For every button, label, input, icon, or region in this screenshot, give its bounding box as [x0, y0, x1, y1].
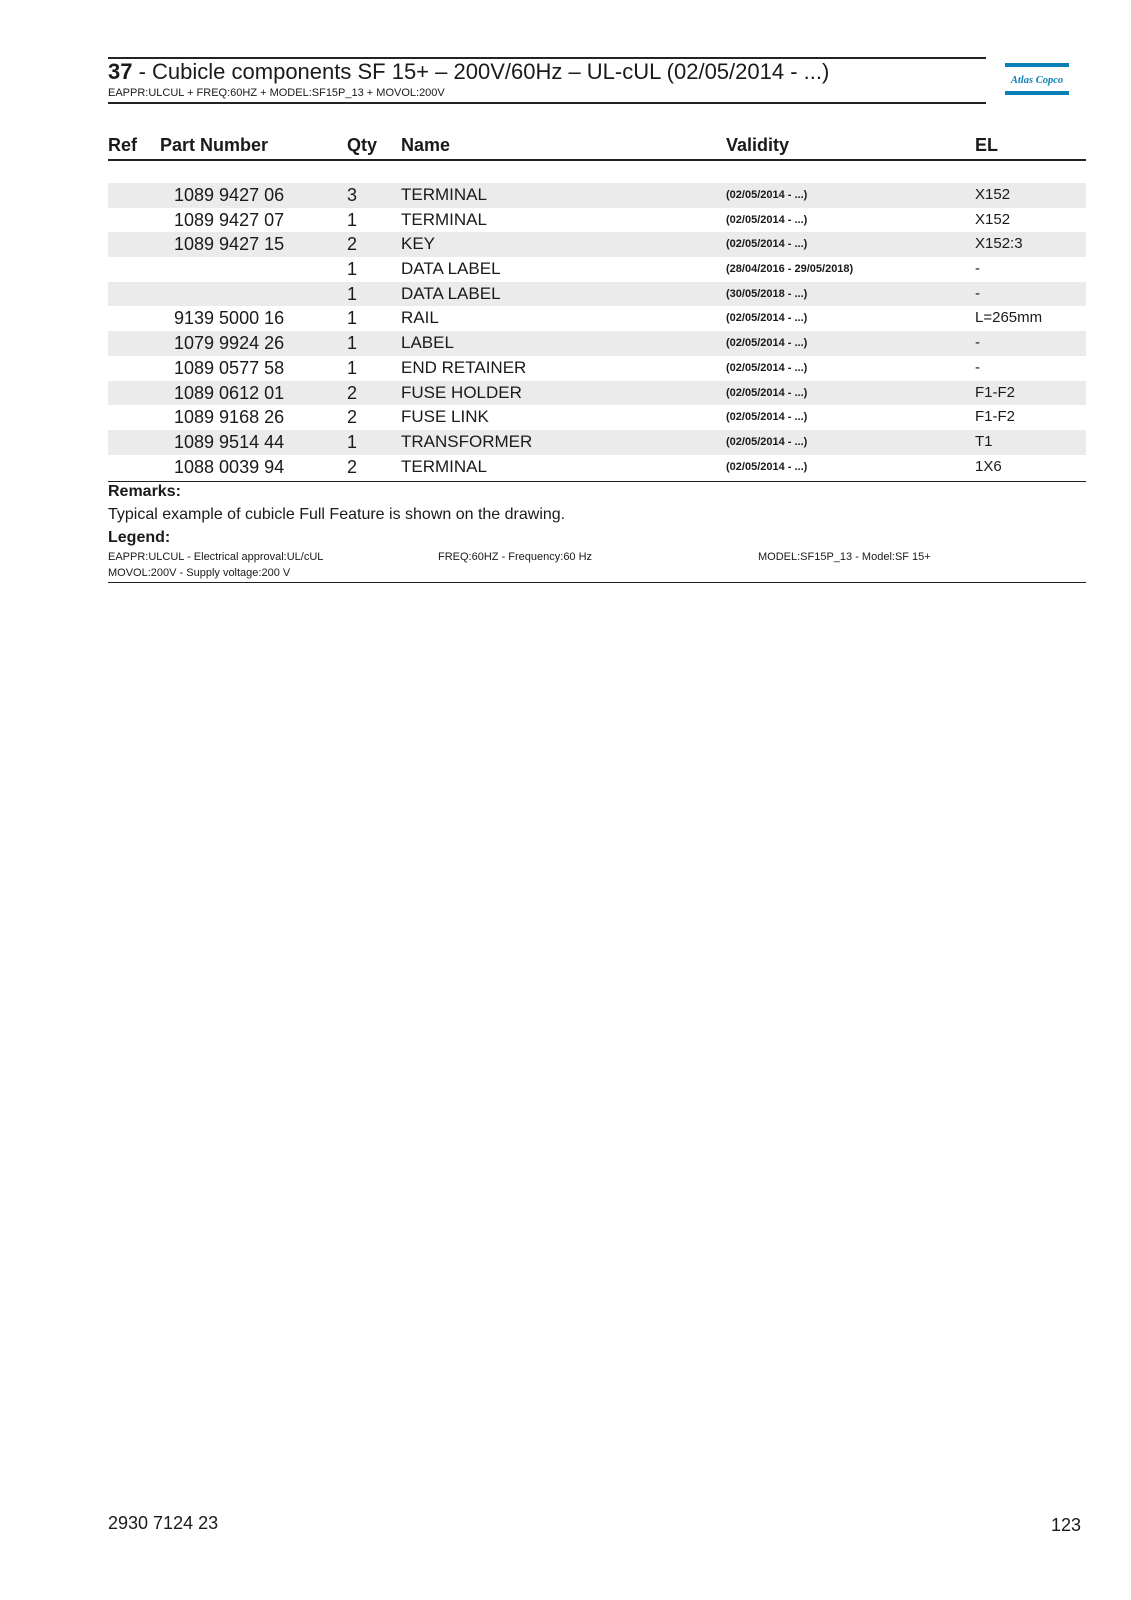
- table-row: [108, 232, 1086, 257]
- part-name: DATA LABEL: [401, 259, 501, 279]
- col-validity: Validity: [726, 135, 790, 155]
- el-code: T1: [975, 432, 993, 450]
- table-row: [108, 183, 1086, 208]
- validity: (02/05/2014 - ...): [726, 189, 808, 201]
- validity: (02/05/2014 - ...): [726, 312, 808, 325]
- table-row: [108, 257, 1086, 282]
- legend-item: MODEL:SF15P_13 - Model:SF 15+: [758, 551, 931, 563]
- part-name: END RETAINER: [401, 357, 527, 377]
- table-row: [108, 430, 1086, 455]
- el-code: -: [975, 260, 980, 278]
- page-title: [108, 58, 829, 85]
- validity: (02/05/2014 - ...): [726, 213, 808, 226]
- document-number: 2930 7124 23: [108, 1513, 219, 1533]
- el-code: X152:3: [975, 235, 1023, 253]
- quantity: 1: [347, 209, 358, 230]
- legend-item: MOVOL:200V - Supply voltage:200 V: [108, 567, 291, 579]
- part-name: LABEL: [401, 333, 454, 353]
- table-row: [108, 455, 1086, 480]
- quantity: 1: [347, 259, 358, 280]
- part-number: 1089 9427 07: [174, 209, 285, 230]
- table-row: [108, 381, 1086, 406]
- el-code: 1X6: [975, 457, 1002, 475]
- el-code: L=265mm: [975, 309, 1043, 327]
- part-number: 1089 0577 58: [174, 357, 285, 378]
- quantity: 1: [347, 333, 358, 354]
- part-number: 1089 9427 06: [174, 185, 285, 205]
- part-name: TRANSFORMER: [401, 431, 533, 451]
- table-row: [108, 306, 1086, 331]
- part-number: 1089 9427 15: [174, 234, 285, 255]
- col-ref: Ref: [108, 135, 138, 155]
- atlas-copco-logo: [1005, 63, 1069, 95]
- page-subtitle: EAPPR:ULCUL + FREQ:60HZ + MODEL:SF15P_13 + MOVOL:200V: [108, 87, 445, 99]
- el-code: -: [975, 358, 980, 376]
- part-number: 9139 5000 16: [174, 308, 285, 329]
- part-name: FUSE LINK: [401, 407, 489, 427]
- col-el: EL: [975, 135, 999, 155]
- table-bottom-rule: [108, 481, 1086, 482]
- col-part-number: Part Number: [160, 135, 269, 155]
- table-row: [108, 405, 1086, 430]
- col-name: Name: [401, 135, 451, 155]
- section-number: 37: [108, 59, 133, 84]
- quantity: 2: [347, 456, 358, 477]
- legend-item: FREQ:60HZ - Frequency:60 Hz: [438, 551, 593, 563]
- el-code: F1-F2: [975, 408, 1016, 426]
- quantity: 1: [347, 431, 358, 452]
- quantity: 3: [347, 185, 358, 205]
- validity: (02/05/2014 - ...): [726, 238, 808, 251]
- table-header: [108, 133, 1086, 161]
- el-code: F1-F2: [975, 383, 1016, 401]
- el-code: -: [975, 334, 980, 352]
- part-name: DATA LABEL: [401, 283, 501, 303]
- logo-text: Atlas Copco: [1010, 75, 1064, 86]
- section-title: - Cubicle components SF 15+ – 200V/60Hz – UL-cUL (02/05/2014 - ...): [132, 59, 830, 84]
- validity: (02/05/2014 - ...): [726, 460, 808, 473]
- part-name: TERMINAL: [401, 185, 487, 204]
- part-number: 1088 0039 94: [174, 456, 285, 477]
- part-name: TERMINAL: [401, 456, 487, 476]
- col-qty: Qty: [347, 135, 378, 155]
- el-code: X152: [975, 186, 1011, 203]
- quantity: 1: [347, 308, 358, 329]
- validity: (02/05/2014 - ...): [726, 411, 808, 424]
- legend-item: EAPPR:ULCUL - Electrical approval:UL/cUL: [108, 551, 324, 563]
- part-name: KEY: [401, 234, 436, 254]
- table-row: [108, 356, 1086, 381]
- validity: (02/05/2014 - ...): [726, 435, 808, 448]
- quantity: 1: [347, 357, 358, 378]
- el-code: X152: [975, 210, 1011, 228]
- part-number: 1089 9168 26: [174, 407, 285, 428]
- quantity: 2: [347, 234, 358, 255]
- validity: (02/05/2014 - ...): [726, 386, 808, 399]
- quantity: 2: [347, 407, 358, 428]
- table-row: [108, 282, 1086, 307]
- part-number: 1089 0612 01: [174, 382, 285, 403]
- part-number: 1079 9924 26: [174, 333, 285, 354]
- legend-heading: Legend:: [108, 529, 171, 546]
- parts-table: [108, 183, 1086, 479]
- header-bottom-rule: [108, 102, 986, 104]
- page-number: 123: [1051, 1515, 1082, 1535]
- part-number: 1089 9514 44: [174, 431, 285, 452]
- part-name: FUSE HOLDER: [401, 382, 522, 402]
- quantity: 1: [347, 283, 358, 304]
- validity: (28/04/2016 - 29/05/2018): [726, 263, 854, 276]
- legend-bottom-rule: [108, 582, 1086, 583]
- remarks-text: Typical example of cubicle Full Feature is shown on the drawing.: [108, 506, 566, 523]
- table-row: [108, 208, 1086, 233]
- validity: (30/05/2018 - ...): [726, 287, 808, 300]
- validity: (02/05/2014 - ...): [726, 337, 808, 350]
- table-row: [108, 331, 1086, 356]
- part-name: RAIL: [401, 308, 439, 328]
- quantity: 2: [347, 382, 358, 403]
- validity: (02/05/2014 - ...): [726, 361, 808, 374]
- el-code: -: [975, 284, 980, 302]
- part-name: TERMINAL: [401, 209, 487, 229]
- remarks-heading: Remarks:: [108, 483, 181, 500]
